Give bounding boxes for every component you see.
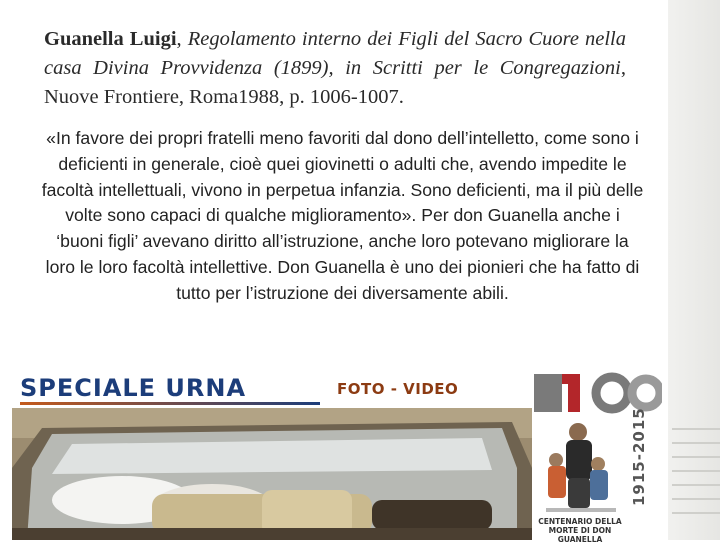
- banner-header: [12, 368, 532, 408]
- citation: [44, 25, 626, 112]
- citation-author: Guanella Luigi: [44, 28, 177, 50]
- centenary-years: 1915-2015: [630, 407, 648, 506]
- citation-separator: ,: [176, 28, 182, 50]
- centenary-caption-line1: CENTENARIO DELLA: [538, 517, 622, 526]
- urn-photo: [12, 408, 532, 540]
- urn-photo-image: [12, 408, 532, 540]
- citation-title: Regolamento interno dei Figli del Sacro Cuore nella casa Divina Provvidenza (1899), in Scritti per le Congregazioni: [44, 28, 626, 79]
- centenary-panel: [532, 368, 662, 544]
- speciale-urna-banner: [12, 368, 532, 540]
- banner-subtitle: FOTO - VIDEO: [337, 380, 459, 398]
- citation-publication: , Nuove Frontiere, Roma1988, p. 1006-1007.: [44, 57, 626, 108]
- don-guanella-figures: [538, 418, 628, 514]
- band-lines: [672, 428, 720, 540]
- banner-title: SPECIALE URNA: [20, 374, 247, 402]
- centenary-caption-line2: MORTE DI DON GUANELLA: [548, 526, 612, 544]
- quote-paragraph: «In favore dei propri fratelli meno favoriti dal dono dell’intelletto, come sono i deficienti in generale, cioè quei giovinetti o adulti che, avendo impedite le facoltà intellettuali, vivono in perpetua infanzia. Sono deficienti, ma il più delle volte sono capaci di qualche miglioramento». Per don Guanella anche i ‘buoni figli’ avevano diritto all’istruzione, anche loro potevano migliorare la loro le loro facoltà intellettive. Don Guanella è uno dei pionieri che ha fatto di tutto per l’istruzione dei diversamente abili.: [41, 128, 644, 303]
- banner-title-underline: [20, 402, 320, 405]
